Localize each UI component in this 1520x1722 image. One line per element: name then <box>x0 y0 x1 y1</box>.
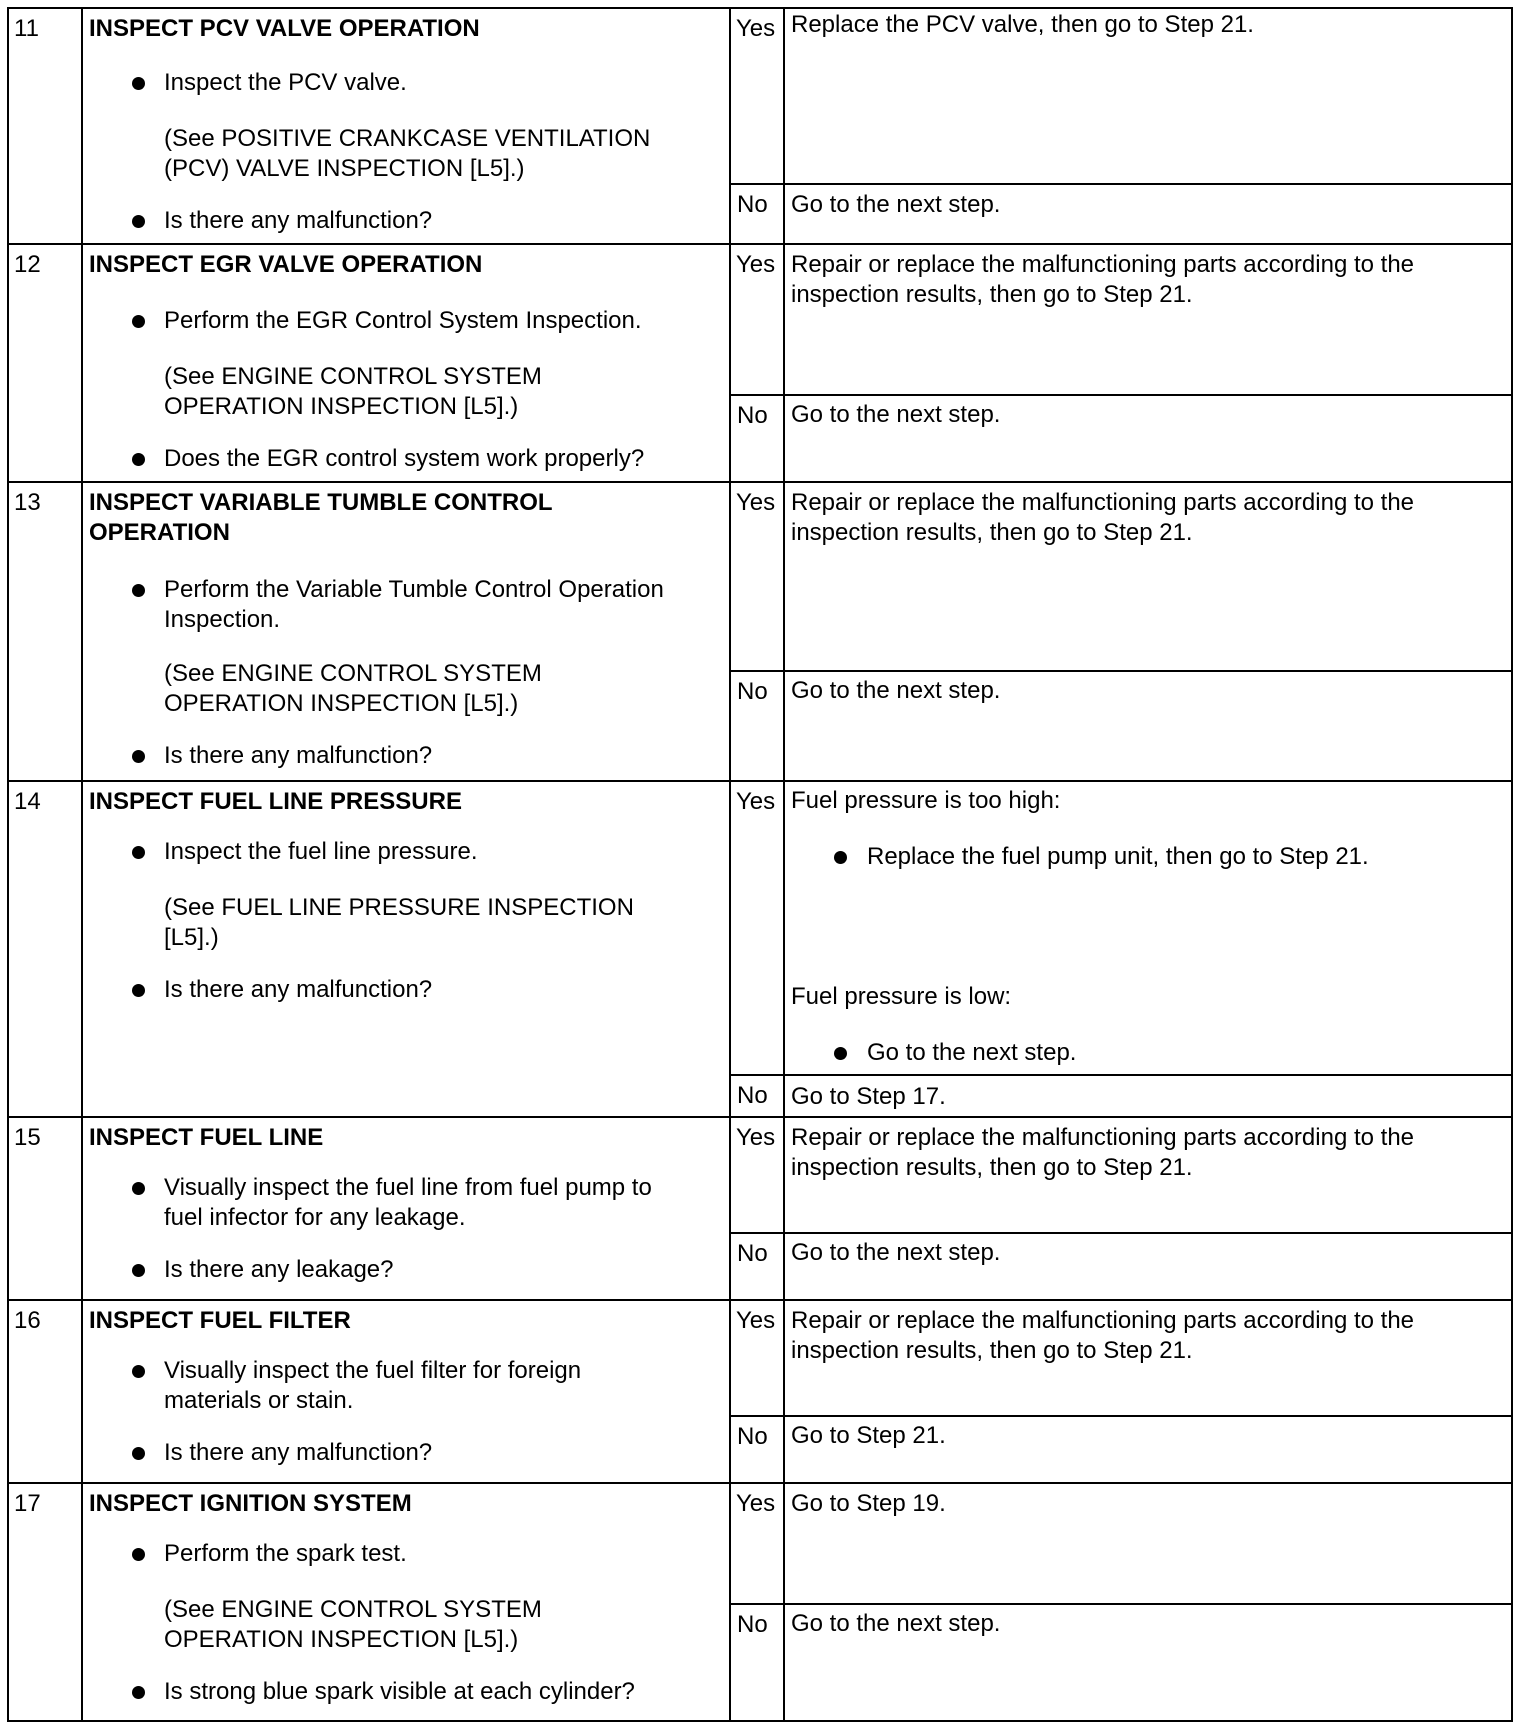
step-title: INSPECT FUEL LINE PRESSURE <box>89 788 462 815</box>
row-divider <box>8 481 1512 483</box>
bullet-icon <box>132 315 145 328</box>
step-title: INSPECT IGNITION SYSTEM <box>89 1490 412 1517</box>
bullet-icon <box>132 77 145 90</box>
answer-no-label: No <box>737 678 768 705</box>
answer-divider <box>730 394 1512 396</box>
action-text: inspection results, then go to Step 21. <box>791 519 1193 546</box>
action-text: Replace the PCV valve, then go to Step 21. <box>791 11 1254 38</box>
bullet-icon <box>132 1182 145 1195</box>
step-number: 17 <box>14 1490 41 1517</box>
detail-reference-text: OPERATION INSPECTION [L5].) <box>164 393 519 420</box>
bullet-icon <box>132 846 145 859</box>
action-text: inspection results, then go to Step 21. <box>791 281 1193 308</box>
detail-bullet-text: fuel infector for any leakage. <box>164 1204 466 1231</box>
bullet-icon <box>132 1548 145 1561</box>
detail-bullet-text: Inspection. <box>164 606 281 633</box>
detail-bullet-text: Is there any malfunction? <box>164 976 433 1003</box>
column-divider-answer <box>783 8 785 1722</box>
table-left-border <box>7 7 9 1722</box>
detail-bullet-text: materials or stain. <box>164 1387 354 1414</box>
answer-no-label: No <box>737 1082 768 1109</box>
answer-yes-label: Yes <box>736 489 776 516</box>
detail-reference-text: OPERATION INSPECTION [L5].) <box>164 690 519 717</box>
detail-bullet-text: Inspect the fuel line pressure. <box>164 838 478 865</box>
answer-yes-label: Yes <box>736 788 776 815</box>
row-divider <box>8 243 1512 245</box>
detail-bullet-text: Is there any malfunction? <box>164 1439 433 1466</box>
table-top-border <box>7 7 1513 9</box>
detail-reference-text: [L5].) <box>164 924 219 951</box>
action-text: Go to the next step. <box>791 191 1001 218</box>
row-divider <box>8 1116 1512 1118</box>
answer-divider <box>730 670 1512 672</box>
detail-bullet-text: Is there any leakage? <box>164 1256 394 1283</box>
step-title: OPERATION <box>89 519 230 546</box>
bullet-icon <box>834 851 847 864</box>
answer-yes-label: Yes <box>736 1490 776 1517</box>
answer-yes-label: Yes <box>736 251 776 278</box>
answer-divider <box>730 1232 1512 1234</box>
action-text: inspection results, then go to Step 21. <box>791 1154 1193 1181</box>
bullet-icon <box>834 1047 847 1060</box>
bullet-icon <box>132 1264 145 1277</box>
answer-no-label: No <box>737 1611 768 1638</box>
bullet-icon <box>132 984 145 997</box>
bullet-icon <box>132 1447 145 1460</box>
bullet-icon <box>132 750 145 763</box>
answer-no-label: No <box>737 191 768 218</box>
detail-bullet-text: Perform the Variable Tumble Control Operation <box>164 576 664 603</box>
action-text: Fuel pressure is too high: <box>791 787 1061 814</box>
step-number: 15 <box>14 1124 41 1151</box>
detail-reference-text: (See ENGINE CONTROL SYSTEM <box>164 660 542 687</box>
detail-bullet-text: Visually inspect the fuel filter for foreign <box>164 1357 582 1384</box>
action-text: Fuel pressure is low: <box>791 983 1012 1010</box>
action-text: Go to Step 21. <box>791 1422 946 1449</box>
answer-divider <box>730 1603 1512 1605</box>
action-text: Repair or replace the malfunctioning parts according to the <box>791 1307 1415 1334</box>
detail-bullet-text: Inspect the PCV valve. <box>164 69 407 96</box>
bullet-icon <box>132 453 145 466</box>
answer-divider <box>730 1074 1512 1076</box>
answer-no-label: No <box>737 1240 768 1267</box>
action-text: Go to the next step. <box>791 1239 1001 1266</box>
detail-reference-text: (See ENGINE CONTROL SYSTEM <box>164 1596 542 1623</box>
step-number: 11 <box>14 15 39 42</box>
step-number: 14 <box>14 788 41 815</box>
column-divider-detail <box>729 8 731 1722</box>
answer-no-label: No <box>737 402 768 429</box>
action-text: Repair or replace the malfunctioning parts according to the <box>791 251 1415 278</box>
action-text: Go to the next step. <box>791 677 1001 704</box>
step-number: 12 <box>14 251 41 278</box>
table-right-border <box>1511 7 1513 1722</box>
detail-bullet-text: Perform the EGR Control System Inspection. <box>164 307 642 334</box>
detail-bullet-text: Is strong blue spark visible at each cylinder? <box>164 1678 635 1705</box>
action-text: Repair or replace the malfunctioning parts according to the <box>791 489 1415 516</box>
answer-divider <box>730 1415 1512 1417</box>
bullet-icon <box>132 1365 145 1378</box>
action-text: Go to Step 19. <box>791 1490 946 1517</box>
detail-reference-text: (See POSITIVE CRANKCASE VENTILATION <box>164 125 651 152</box>
answer-yes-label: Yes <box>736 1307 776 1334</box>
detail-bullet-text: Is there any malfunction? <box>164 742 433 769</box>
step-number: 16 <box>14 1307 41 1334</box>
step-title: INSPECT FUEL FILTER <box>89 1307 351 1334</box>
detail-reference-text: (See FUEL LINE PRESSURE INSPECTION <box>164 894 634 921</box>
column-divider-step <box>81 8 83 1722</box>
answer-divider <box>730 183 1512 185</box>
action-text: Go to the next step. <box>791 401 1001 428</box>
detail-bullet-text: Is there any malfunction? <box>164 207 433 234</box>
answer-no-label: No <box>737 1423 768 1450</box>
detail-reference-text: (See ENGINE CONTROL SYSTEM <box>164 363 542 390</box>
action-bullet-text: Go to the next step. <box>867 1039 1077 1066</box>
step-title: INSPECT PCV VALVE OPERATION <box>89 15 480 42</box>
action-text: Go to Step 17. <box>791 1083 946 1110</box>
action-text: inspection results, then go to Step 21. <box>791 1337 1193 1364</box>
action-bullet-text: Replace the fuel pump unit, then go to Step 21. <box>867 843 1369 870</box>
bullet-icon <box>132 215 145 228</box>
action-text: Go to the next step. <box>791 1610 1001 1637</box>
bullet-icon <box>132 1686 145 1699</box>
row-divider <box>8 1299 1512 1301</box>
detail-reference-text: (PCV) VALVE INSPECTION [L5].) <box>164 155 525 182</box>
bullet-icon <box>132 584 145 597</box>
step-title: INSPECT FUEL LINE <box>89 1124 324 1151</box>
step-title: INSPECT VARIABLE TUMBLE CONTROL <box>89 489 553 516</box>
answer-yes-label: Yes <box>736 15 776 42</box>
row-divider <box>8 1482 1512 1484</box>
answer-yes-label: Yes <box>736 1124 776 1151</box>
detail-bullet-text: Does the EGR control system work properly? <box>164 445 645 472</box>
detail-bullet-text: Visually inspect the fuel line from fuel pump to <box>164 1174 652 1201</box>
detail-reference-text: OPERATION INSPECTION [L5].) <box>164 1626 519 1653</box>
detail-bullet-text: Perform the spark test. <box>164 1540 407 1567</box>
action-text: Repair or replace the malfunctioning parts according to the <box>791 1124 1415 1151</box>
row-divider <box>8 780 1512 782</box>
step-title: INSPECT EGR VALVE OPERATION <box>89 251 483 278</box>
step-number: 13 <box>14 489 41 516</box>
